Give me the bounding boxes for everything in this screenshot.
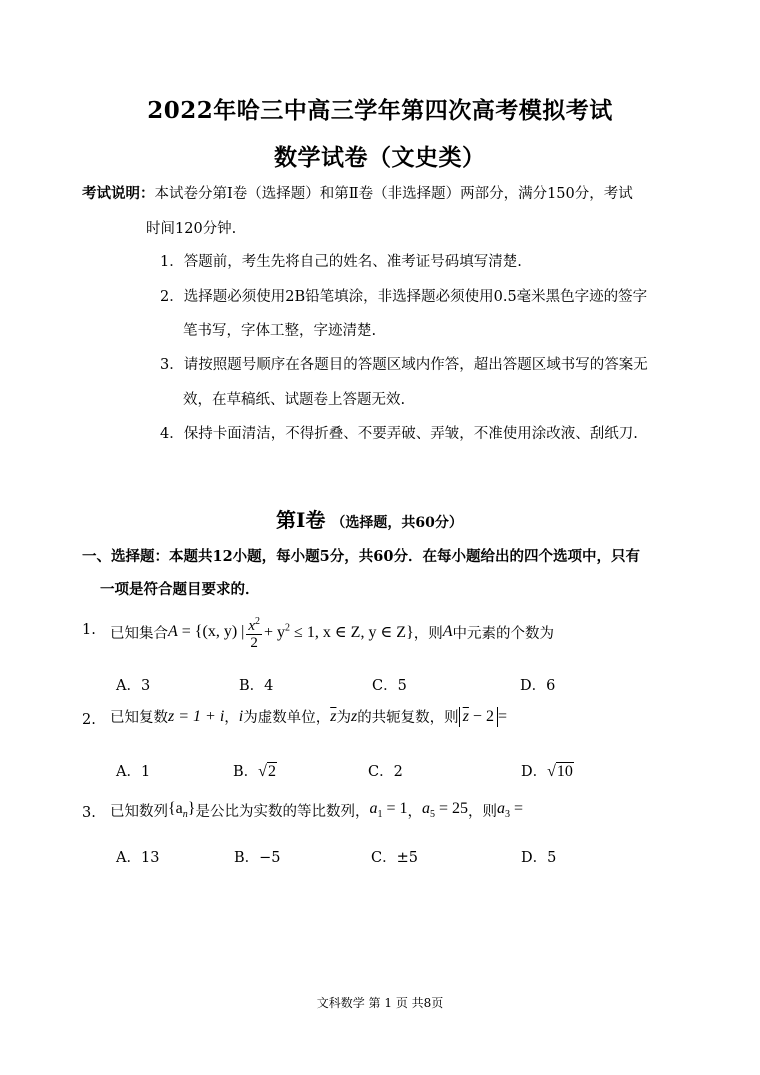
instruction-item-1: 1．答题前，考生先将自己的姓名、准考证号码填写清楚. bbox=[160, 254, 522, 270]
section-heading bbox=[276, 504, 463, 533]
instruction-item-2: 2．选择题必须使用2B铅笔填涂，非选择题必须使用0.5毫米黑色字迹的签字 bbox=[160, 289, 648, 305]
instruction-item-2-cont: 笔书写，字体工整，字迹清楚. bbox=[183, 323, 377, 339]
question-1-stem: 已知集合 A = {(x, y) | $\frac{x^2}{2}$ + $y^2 \le 1$, x ∈ Z, y ∈ Z} ，则 A 中元素的个数为 bbox=[110, 615, 555, 651]
q2-option-d: D．√10 bbox=[521, 763, 573, 780]
section-title: 第Ⅰ卷 bbox=[276, 508, 326, 532]
question-1-number: 1. bbox=[82, 622, 96, 638]
section-note: （选择题，共60分） bbox=[331, 515, 463, 531]
q3-option-b: B．−5 bbox=[234, 850, 281, 866]
exam-title: 2022年哈三中高三学年第四次高考模拟考试 bbox=[147, 97, 613, 124]
q1-option-a: A．3 bbox=[116, 678, 151, 694]
instructions-text-1: 本试卷分第Ⅰ卷（选择题）和第Ⅱ卷（非选择题）两部分，满分150分，考试 bbox=[154, 186, 633, 202]
exam-subtitle: 数学试卷（文史类） bbox=[274, 144, 486, 171]
absolute-value: $\overline{z} - 2$ bbox=[459, 707, 498, 727]
q1-option-c: C．5 bbox=[372, 678, 407, 694]
question-2-number: 2. bbox=[82, 712, 96, 728]
section-instruction-2: 一项是符合题目要求的． bbox=[100, 581, 260, 598]
question-3-number: 3. bbox=[82, 805, 96, 821]
instruction-item-3: 3．请按照题号顺序在各题目的答题区域内作答，超出答题区域书写的答案无 bbox=[160, 357, 648, 373]
q2-option-c: C．2 bbox=[368, 764, 403, 780]
page-footer: 文科数学 第 1 页 共8页 bbox=[316, 996, 444, 1010]
instructions-line-1 bbox=[82, 182, 633, 203]
q3-option-a: A．13 bbox=[116, 850, 160, 866]
q3-option-c: C．±5 bbox=[371, 850, 418, 866]
instructions-label: 考试说明： bbox=[82, 185, 155, 202]
sqrt-symbol: √10 bbox=[547, 763, 573, 780]
instructions-line-2: 时间120分钟. bbox=[146, 221, 237, 237]
section-instruction-1: 一、选择题：本题共12小题，每小题5分，共60分．在每小题给出的四个选项中，只有 bbox=[82, 548, 640, 565]
question-2-stem: 已知复数 z = 1 + i ， i 为虚数单位， $\overline{z}$ 为 z 的共轭复数，则 $\overline{z} - 2$ = bbox=[110, 707, 507, 726]
sqrt-symbol: √2 bbox=[258, 763, 276, 780]
instruction-item-4: 4．保持卡面清洁，不得折叠、不要弄破、弄皱，不准使用涂改液、刮纸刀. bbox=[160, 426, 638, 442]
question-3-stem: 已知数列 $\{a_n\}$ 是公比为实数的等比数列， $a_1 = 1$ ， $a_5 = 25$ ，则 $a_3$ = bbox=[110, 800, 524, 821]
q3-option-d: D．5 bbox=[521, 850, 557, 866]
q1-option-d: D．6 bbox=[520, 678, 556, 694]
q2-option-b: B．√2 bbox=[233, 763, 276, 780]
q2-option-a: A．1 bbox=[116, 764, 151, 780]
q1-option-b: B．4 bbox=[239, 678, 274, 694]
fraction: $\frac{x^2}{2}$ bbox=[248, 615, 261, 651]
instruction-item-3-cont: 效，在草稿纸、试题卷上答题无效. bbox=[183, 392, 406, 408]
